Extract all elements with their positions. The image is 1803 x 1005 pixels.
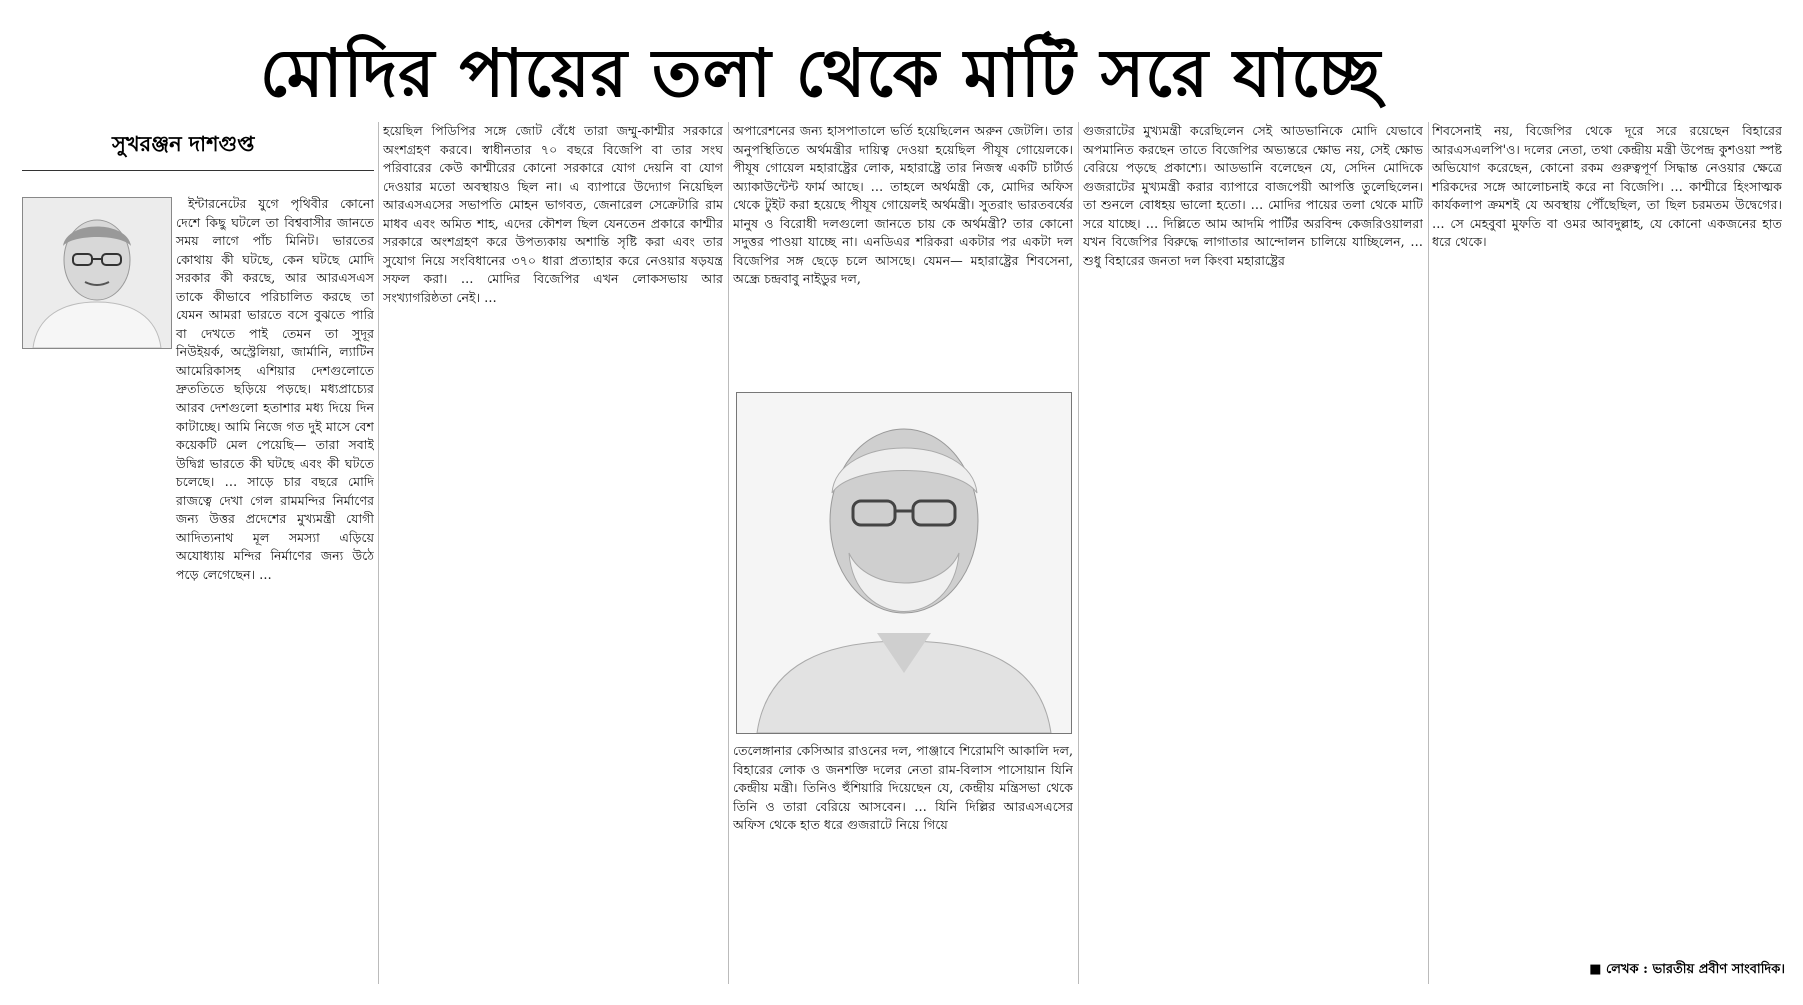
column-5 xyxy=(1432,122,1782,952)
column-divider-2 xyxy=(728,122,729,984)
column-2-text: হয়েছিল পিডিপির সঙ্গে জোট বেঁধে তারা জম্মু-কাশ্মীর সরকারে অংশগ্রহণ করবে। স্বাধীনতার ৭০ বছরে বিজেপি বা তার সংঘ পরিবারের কেউ কাশ্মীরের কোনো সরকারে যোগ দেয়নি বা যোগ দেওয়ার মতো অবস্থায়ও ছিল না। এ ব্যাপারে উদ্যোগ নিয়েছিল আরএসএসের সভাপতি মোহন ভাগবত, জেনারেল সেক্রেটারি রাম মাধব এবং অমিত শাহ, এদের কৌশল ছিল যেনতেন প্রকারে কাশ্মীর সরকারে অংশগ্রহণ করে উপত্যকায় অশান্তি সৃষ্টি করা এবং তার সুযোগ নিয়ে সংবিধানের ৩৭০ ধারা প্রত্যাহার করে নেওয়ার ষড়যন্ত্র সফল করা। … মোদির বিজেপির এখন লোকসভায় আর সংখ্যাগরিষ্ঠতা নেই। … xyxy=(383,123,723,305)
byline: সুখরঞ্জন দাশগুপ্ত xyxy=(112,131,255,156)
column-divider-3 xyxy=(1078,122,1079,984)
column-4-text: গুজরাটের মুখ্যমন্ত্রী করেছিলেন সেই আডভানিকে মোদি যেভাবে অপমানিত করছেন তাতে বিজেপির অভ্যন্তরে ক্ষোভ নয়, সেই ক্ষোভ বেরিয়ে পড়ছে প্রকাশ্যে। আডভানি বলেছেন যে, সেদিন মোদিকে গুজরাটের মুখ্যমন্ত্রী করার ব্যাপারে বাজপেয়ী আপত্তি তুলেছিলেন। তা শুনলে বোধহয় ভালো হতো। … মোদির পায়ের তলা থেকে মাটি সরে যাচ্ছে। … দিল্লিতে আম আদমি পার্টির অরবিন্দ কেজরিওয়ালরা যখন বিজেপির বিরুদ্ধে লাগাতার আন্দোলন চালিয়ে যাচ্ছিলেন, … শুধু বিহারের জনতা দল কিংবা মহারাষ্ট্রের xyxy=(1083,123,1423,268)
author-note: ■ লেখক : ভারতীয় প্রবীণ সাংবাদিক। xyxy=(1589,962,1785,977)
column-4 xyxy=(1083,122,1423,982)
byline-rule xyxy=(22,170,374,171)
column-1-text: ইন্টারনেটের যুগে পৃথিবীর কোনো দেশে কিছু ঘটলে তা বিশ্ববাসীর জানতে সময় লাগে পাঁচ মিনিট। ভারতের কোথায় কী ঘটছে, কেন ঘটছে মোদি সরকার কী করছে, আর আরএসএস তাকে কীভাবে পরিচালিত করছে তা যেমন আমরা ভারতে বসে বুঝতে পারি বা দেখতে পাই তেমন তা সুদূর নিউইয়র্ক, অস্ট্রেলিয়া, জার্মানি, ল্যাটিন আমেরিকাসহ এশিয়ার দেশগুলোতে দ্রুততিতে ছড়িয়ে পড়ছে। মধ্যপ্রাচ্যের আরব দেশগুলো হতাশার মধ্য দিয়ে দিন কাটাচ্ছে। আমি নিজে গত দুই মাসে বেশ কয়েকটি মেল পেয়েছি— তারা সবাই উদ্বিগ্ন ভারতে কী ঘটছে এবং কী ঘটতে চলেছে। … সাড়ে চার বছরে মোদি রাজত্বে দেখা গেল রামমন্দির নির্মাণের জন্য উত্তর প্রদেশের মুখ্যমন্ত্রী যোগী আদিত্যনাথ মূল সমস্যা এড়িয়ে অযোধ্যায় মন্দির নির্মাণের জন্য উঠে পড়ে লেগেছেন। … xyxy=(176,196,374,582)
column-3b-text: তেলেঙ্গানার কেসিআর রাওনের দল, পাঞ্জাবে শিরোমণি আকালি দল, বিহারের লোক ও জনশক্তি দলের নেতা রাম-বিলাস পাসোয়ান যিনি কেন্দ্রীয় মন্ত্রী। তিনিও হুঁশিয়ারি দিয়েছেন যে, কেন্দ্রীয় মন্ত্রিসভা থেকে তিনি ও তারা বেরিয়ে আসবেন। … যিনি দিল্লির আরএসএসের অফিস থেকে হাত ধরে গুজরাটে নিয়ে গিয়ে xyxy=(733,743,1073,833)
column-divider-1 xyxy=(378,122,379,984)
column-divider-4 xyxy=(1428,122,1429,984)
column-1 xyxy=(20,195,374,985)
headline: মোদির পায়ের তলা থেকে মাটি সরে যাচ্ছে xyxy=(260,34,1382,112)
column-3 xyxy=(733,122,1073,388)
column-5-text: শিবসেনাই নয়, বিজেপির থেকে দূরে সরে রয়েছেন বিহারের আরএসএলপি'ও। দলের নেতা, তথা কেন্দ্রীয় মন্ত্রী উপেন্দ্র কুশওয়া স্পষ্ট অভিযোগ করেছেন, কোনো রকম গুরুত্বপূর্ণ সিদ্ধান্ত নেওয়ার ক্ষেত্রে শরিকদের সঙ্গে আলোচনাই করে না বিজেপি। … কাশ্মীরে হিংসাত্মক কার্যকলাপ ক্রমশই যে অবস্থায় পৌঁছেছিল, তা ছিল চরমতম উদ্বেগের। … সে মেহবুবা মুফতি বা ওমর আবদুল্লাহ, যে কোনো একজনের হাত ধরে থেকে। xyxy=(1432,123,1782,250)
column-3-continued xyxy=(733,742,1073,985)
modi-photo xyxy=(736,392,1072,734)
column-2 xyxy=(383,122,723,982)
column-3-text: অপারেশনের জন্য হাসপাতালে ভর্তি হয়েছিলেন অরুন জেটলি। তার অনুপস্থিতিতে অর্থমন্ত্রীর দায়িত্ব দেওয়া হয়েছিল পীযূষ গোয়েলকে। পীযূষ গোয়েল মহারাষ্ট্রের লোক, মহারাষ্ট্রে তার নিজস্ব একটি চার্টার্ড অ্যাকাউন্টেন্ট ফার্ম আছে। … তাহলে অর্থমন্ত্রী কে, মোদির অফিস থেকে টুইট করা হয়েছে পীযূষ গোয়েলই অর্থমন্ত্রী। সুতরাং ভারতবর্ষের মানুষ ও বিরোধী দলগুলো জানতে চায় কে অর্থমন্ত্রী? তার কোনো সদুত্তর পাওয়া যাচ্ছে না। এনডিএর শরিকরা একটার পর একটা দল বিজেপির সঙ্গ ছেড়ে চলে আসছে। যেমন— মহারাষ্ট্রের শিবসেনা, অন্ধ্রে চন্দ্রবাবু নাইডুর দল, xyxy=(733,123,1073,287)
